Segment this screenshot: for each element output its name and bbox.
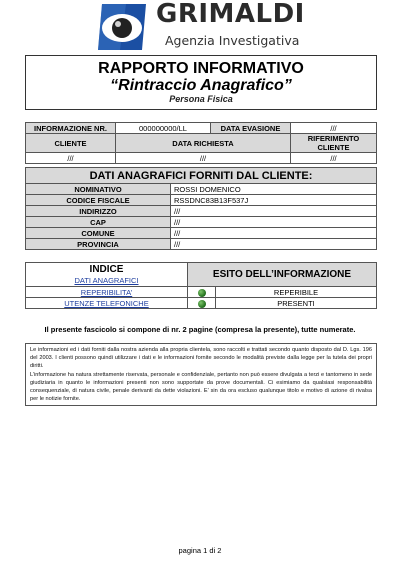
table-row (26, 217, 377, 228)
dati-anagrafici-table (25, 167, 377, 250)
indice-link-dati-anagrafici[interactable] (26, 276, 188, 287)
agency-subtitle: Agenzia Investigativa (165, 33, 300, 48)
utenze-telefoniche-link[interactable]: UTENZE TELEFONICHE (64, 298, 149, 308)
cliente-header: CLIENTE (26, 134, 116, 153)
provincia-value: /// (171, 239, 377, 250)
esito-heading: ESITO DELL’INFORMAZIONE (188, 263, 377, 287)
comune-label: COMUNE (26, 228, 171, 239)
info-nr-header: INFORMAZIONE NR. (26, 123, 116, 134)
privacy-disclaimer (25, 343, 377, 406)
table-row (26, 206, 377, 217)
codice-fiscale-label: CODICE FISCALE (26, 195, 171, 206)
indice-link-reperibilita[interactable] (26, 287, 188, 298)
cap-value: /// (171, 217, 377, 228)
agency-logo (96, 2, 316, 52)
riferimento-cliente-header: RIFERIMENTO CLIENTE (291, 134, 377, 153)
indirizzo-label: INDIRIZZO (26, 206, 171, 217)
data-richiesta-value: /// (116, 153, 291, 164)
codice-fiscale-value: RSSDNC83B13F537J (171, 195, 377, 206)
table-row (26, 228, 377, 239)
info-table (25, 122, 377, 164)
provincia-label: PROVINCIA (26, 239, 171, 250)
table-row (26, 195, 377, 206)
indice-link-utenze[interactable] (26, 298, 188, 309)
reperibilita-link[interactable]: REPERIBILITA’ (80, 287, 133, 297)
indice-esito-table (25, 262, 377, 309)
green-status-dot-icon (198, 289, 206, 297)
report-type: Persona Fisica (169, 94, 233, 104)
riferimento-cliente-value: /// (291, 153, 377, 164)
dati-anagrafici-caption: DATI ANAGRAFICI FORNITI DAL CLIENTE: (26, 168, 377, 184)
table-row (26, 239, 377, 250)
agency-name: GRIMALDI (156, 0, 305, 29)
page-number: pagina 1 di 2 (178, 546, 222, 555)
nominativo-label: NOMINATIVO (26, 184, 171, 195)
table-row (26, 287, 377, 298)
status-cell (188, 287, 216, 298)
green-status-dot-icon (198, 300, 206, 308)
report-title: RAPPORTO INFORMATIVO (98, 60, 304, 77)
data-evasione-header: DATA EVASIONE (211, 123, 291, 134)
utenze-esito: PRESENTI (216, 298, 377, 309)
page-count-note: Il presente fascicolo si compone di nr. 2 pagine (compresa la presente), tutte numerate. (44, 325, 356, 334)
comune-value: /// (171, 228, 377, 239)
eye-logo-icon (96, 2, 148, 52)
data-evasione-value: /// (291, 123, 377, 134)
cliente-value: /// (26, 153, 116, 164)
info-nr-value: 000000000/LL (116, 123, 211, 134)
report-subtitle: “Rintraccio Anagrafico” (110, 77, 292, 94)
indice-heading: INDICE (26, 263, 188, 276)
report-title-box (25, 55, 377, 110)
indirizzo-value: /// (171, 206, 377, 217)
table-row (26, 298, 377, 309)
data-richiesta-header: DATA RICHIESTA (116, 134, 291, 153)
reperibilita-esito: REPERIBILE (216, 287, 377, 298)
table-row (26, 184, 377, 195)
disclaimer-paragraph: Le informazioni ed i dati forniti dalla nostra azienda alla propria clientela, sono raccolti e trattati secondo quanto disposto dal D. Lgs. 196 del 2003. I clienti possono quindi utilizzare i dati e le informazioni fornite secondo le modalità previste dalla legge per la tutela dei propri diritti. (30, 347, 372, 370)
nominativo-value: ROSSI DOMENICO (171, 184, 377, 195)
status-cell (188, 298, 216, 309)
disclaimer-paragraph: L’informazione ha natura strettamente riservata, personale e confidenziale, pertanto non può essere divulgata a terzi e tantomeno in sede giudiziaria in quanto le informazioni presenti non sono supportate da prove documentali. Ci esimiamo da qualsiasi responsabilità consequenziale, di natura civile, penale derivanti da dette violazioni. E’ sin da ora escluso qualunque titolo e motivo di azione di rivalsa per le notizie fornite. (30, 371, 372, 403)
cap-label: CAP (26, 217, 171, 228)
dati-anagrafici-link[interactable]: DATI ANAGRAFICI (74, 276, 139, 286)
